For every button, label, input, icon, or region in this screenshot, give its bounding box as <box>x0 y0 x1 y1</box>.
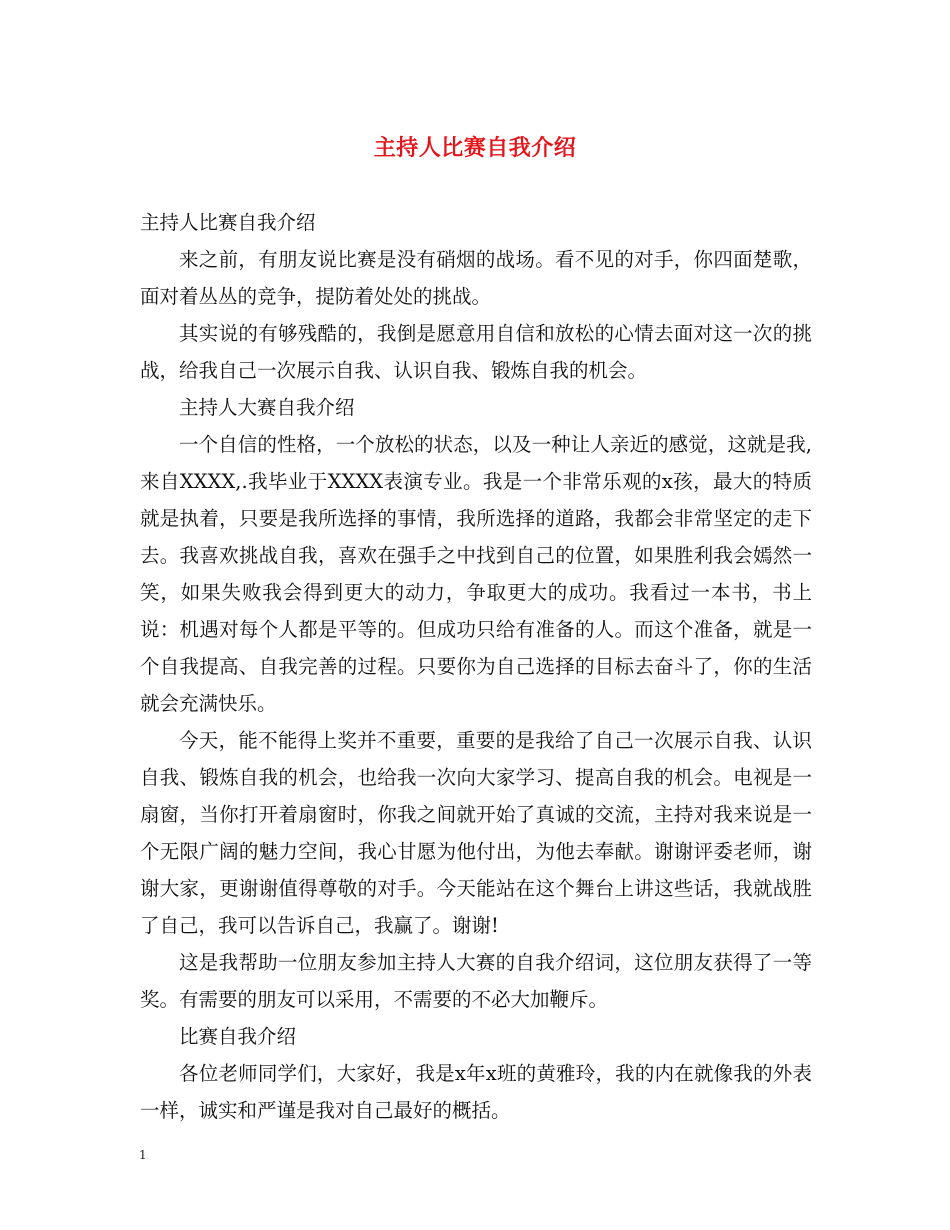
section-heading: 比赛自我介绍 <box>179 1025 297 1048</box>
paragraph: 各位老师同学们，大家好，我是x年x班的黄雅玲，我的内在就像我的外表一样，诚实和严谨是我对自己最好的概括。 <box>140 1062 812 1122</box>
paragraph: 这是我帮助一位朋友参加主持人大赛的自我介绍词，这位朋友获得了一等奖。有需要的朋友可以采用，不需要的不必大加鞭斥。 <box>140 951 812 1011</box>
paragraph: 来之前，有朋友说比赛是没有硝烟的战场。看不见的对手，你四面楚歌，面对着丛丛的竞争，提防着处处的挑战。 <box>140 248 812 308</box>
paragraph: 其实说的有够残酷的，我倒是愿意用自信和放松的心情去面对这一次的挑战，给我自己一次展示自我、认识自我、锻炼自我的机会。 <box>140 322 812 382</box>
paragraph: 今天，能不能得上奖并不重要，重要的是我给了自己一次展示自我、认识自我、锻炼自我的机会，也给我一次向大家学习、提高自我的机会。电视是一扇窗，当你打开着扇窗时，你我之间就开始了真诚的交流，主持对我来说是一个无限广阔的魅力空间，我心甘愿为他付出，为他去奉献。谢谢评委老师，谢谢大家，更谢谢值得尊敬的对手。今天能站在这个舞台上讲这些话，我就战胜了自己，我可以告诉自己，我赢了。谢谢! <box>140 729 812 937</box>
document-title: 主持人比赛自我介绍 <box>373 135 577 161</box>
page-number: 1 <box>139 1148 147 1162</box>
paragraph: 一个自信的性格，一个放松的状态，以及一种让人亲近的感觉，这就是我,来自XXXX,.我毕业于XXXX表演专业。我是一个非常乐观的x孩，最大的特质就是执着，只要是我所选择的事情，我所选择的道路，我都会非常坚定的走下去。我喜欢挑战自我，喜欢在强手之中找到自己的位置，如果胜利我会嫣然一笑，如果失败我会得到更大的动力，争取更大的成功。我看过一本书，书上说：机遇对每个人都是平等的。但成功只给有准备的人。而这个准备，就是一个自我提高、自我完善的过程。只要你为自己选择的目标去奋斗了，你的生活就会充满快乐。 <box>140 433 812 715</box>
section-heading: 主持人大赛自我介绍 <box>179 396 355 419</box>
document-body <box>140 204 812 1129</box>
section-heading: 主持人比赛自我介绍 <box>140 211 316 234</box>
